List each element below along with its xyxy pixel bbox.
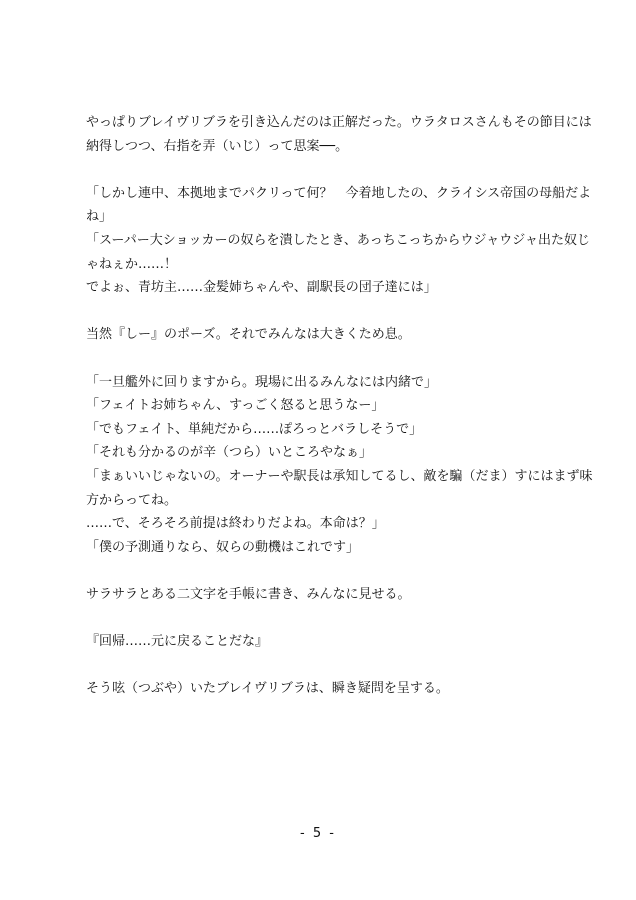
- text-line: ね」: [86, 209, 113, 225]
- text-line: やっぱりブレイヴリブラを引き込んだのは正解だった。ウラタロスさんもその節目には: [86, 115, 592, 130]
- paragraph-gap: [86, 559, 552, 583]
- text-line: 『回帰……元に戻ることだな』: [86, 634, 269, 650]
- paragraph-4: [86, 371, 593, 560]
- text-line: 「まぁいいじゃないの。オーナーや駅長は承知してるし、敵を騙（だま）すにはまず味: [86, 468, 593, 484]
- paragraph-2: [86, 182, 592, 300]
- paragraph-3: [86, 323, 552, 347]
- text-line: 「でもフェイト、単純だから……ぽろっとバラしそうで」: [86, 421, 423, 437]
- text-line: サラサラとある二文字を手帳に書き、みんなに見せる。: [86, 586, 411, 602]
- paragraph-gap: [86, 654, 552, 678]
- text-line: 「スーパー大ショッカーの奴らを潰したとき、あっちこっちからウジャウジャ出た奴じ: [86, 232, 591, 248]
- paragraph-1: [86, 111, 592, 158]
- text-line: ……で、そろそろ前提は終わりだよね。本命は？」: [86, 516, 385, 532]
- paragraph-gap: [86, 606, 552, 630]
- text-line: 「僕の予測通りなら、奴らの動機はこれです」: [86, 539, 360, 555]
- text-line: 納得しつつ、右指を弄（いじ）って思案──。: [86, 138, 349, 154]
- paragraph-gap: [86, 158, 552, 182]
- text-line: 方からってね。: [86, 492, 178, 508]
- paragraph-7: [86, 677, 552, 701]
- text-line: そう呟（つぶや）いたブレイヴリブラは、瞬き疑問を呈する。: [86, 681, 449, 697]
- text-line: でよぉ、青坊主……金髪姉ちゃんや、副駅長の団子達には」: [86, 280, 437, 296]
- page-number: - 5 -: [300, 826, 336, 841]
- paragraph-gap: [86, 347, 552, 371]
- text-line: 「しかし連中、本拠地までパクリって何？ 今着地したの、クライシス帝国の母船だよ: [86, 185, 592, 201]
- paragraph-5: [86, 583, 552, 607]
- text-line: 当然『しー』のポーズ。それでみんなは大きくため息。: [86, 327, 411, 343]
- paragraph-6: [86, 630, 552, 654]
- text-line: 「それも分かるのが辛（つら）いところやなぁ」: [86, 445, 373, 461]
- body-text: [86, 111, 593, 701]
- paragraph-gap: [86, 300, 552, 324]
- text-line: 「一旦艦外に回りますから。現場に出るみんなには内緒で」: [86, 374, 438, 390]
- text-line: ゃねぇか……！: [86, 256, 178, 272]
- text-line: 「フェイトお姉ちゃん、すっごく怒ると思うなー」: [86, 398, 385, 414]
